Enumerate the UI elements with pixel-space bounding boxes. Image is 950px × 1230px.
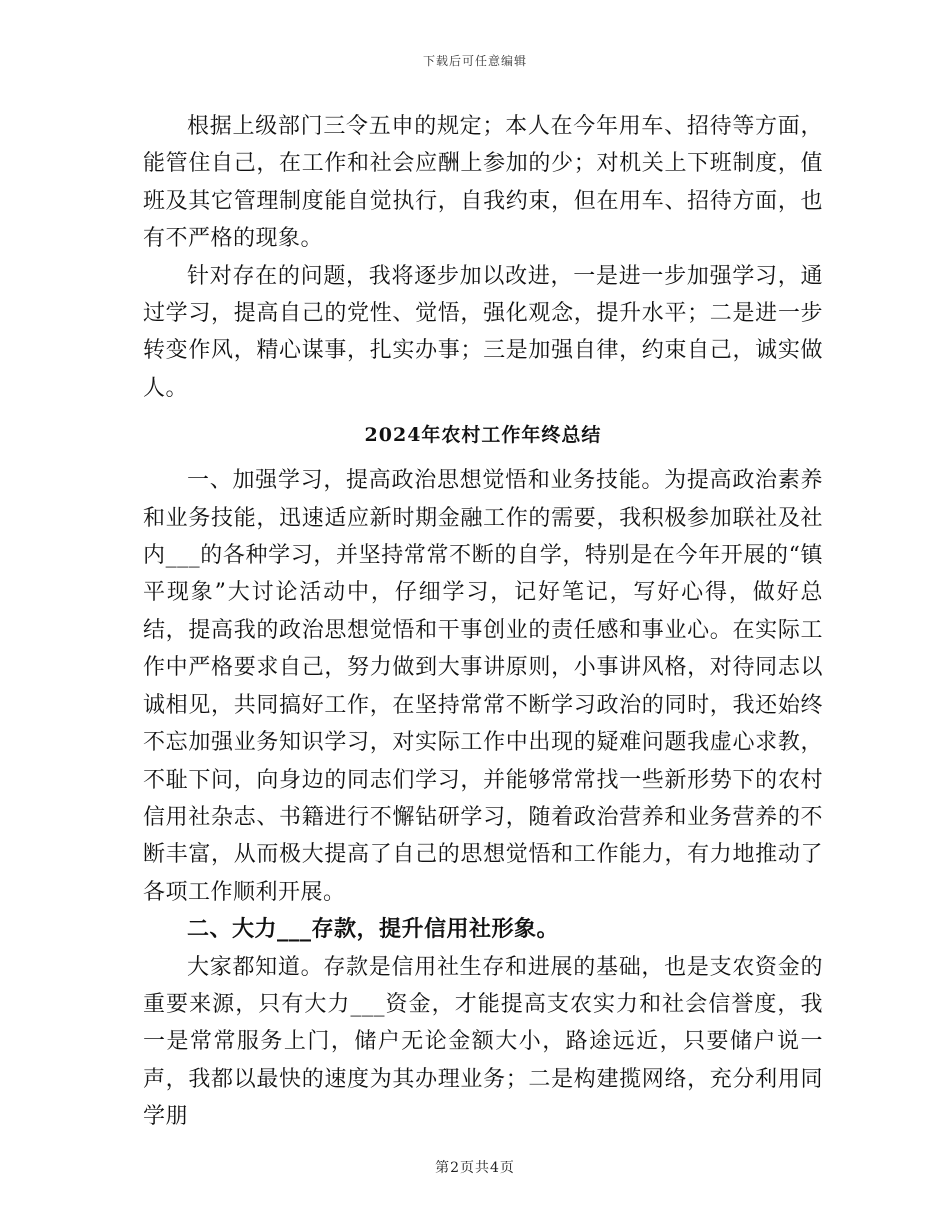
page-number: 第2页共4页 — [435, 1160, 515, 1176]
header-note: 下载后可任意编辑 — [422, 54, 527, 68]
article-title: 2024年农村工作年终总结 — [364, 424, 602, 447]
section-1-paragraph: 一、加强学习，提高政治思想觉悟和业务技能。为提高政治素养和业务技能，迅速适应新时期金融工作的需要，我积极参加联社及社内___的各种学习，并坚持常常不断的自学，特别是在今年开展的“镇平现象”大讨论活动中，仔细学习，记好笔记，写好心得，做好总结，提高我的政治思想觉悟和干事创业的责任感和事业心。在实际工作中严格要求自己，努力做到大事讲原则，小事讲风格，对待同志以诚相见，共同搞好工作，在坚持常常不断学习政治的同时，我还始终不忘加强业务知识学习，对实际工作中出现的疑难问题我虚心求教，不耻下问，向身边的同志们学习，并能够常常找一些新形势下的农村信用社杂志、书籍进行不懈钻研学习，随着政治营养和业务营养的不断丰富，从而极大提高了自己的思想觉悟和工作能力，有力地推动了各项工作顺利开展。 — [143, 468, 823, 905]
document-body — [143, 108, 823, 1136]
section-2-heading: 二、大力___存款，提升信用社形象。 — [187, 916, 560, 943]
paragraph-conduct: 根据上级部门三令五申的规定；本人在今年用车、招待等方面，能管住自己，在工作和社会应酬上参加的少；对机关上下班制度，值班及其它管理制度能自觉执行，自我约束，但在用车、招待方面，也有不严格的现象。 — [143, 114, 823, 252]
paragraph-improvement: 针对存在的问题，我将逐步加以改进，一是进一步加强学习，通过学习，提高自己的党性、觉悟，强化观念，提升水平；二是进一步转变作风，精心谋事，扎实办事；三是加强自律，约束自己，诚实做人。 — [143, 263, 823, 401]
section-2-paragraph: 大家都知道。存款是信用社生存和进展的基础，也是支农资金的重要来源，只有大力___资金，才能提高支农实力和社会信誉度，我一是常常服务上门，储户无论金额大小，路途远近，只要储户说一声，我都以最快的速度为其办理业务；二是构建揽网络，充分利用同学朋 — [143, 954, 823, 1130]
